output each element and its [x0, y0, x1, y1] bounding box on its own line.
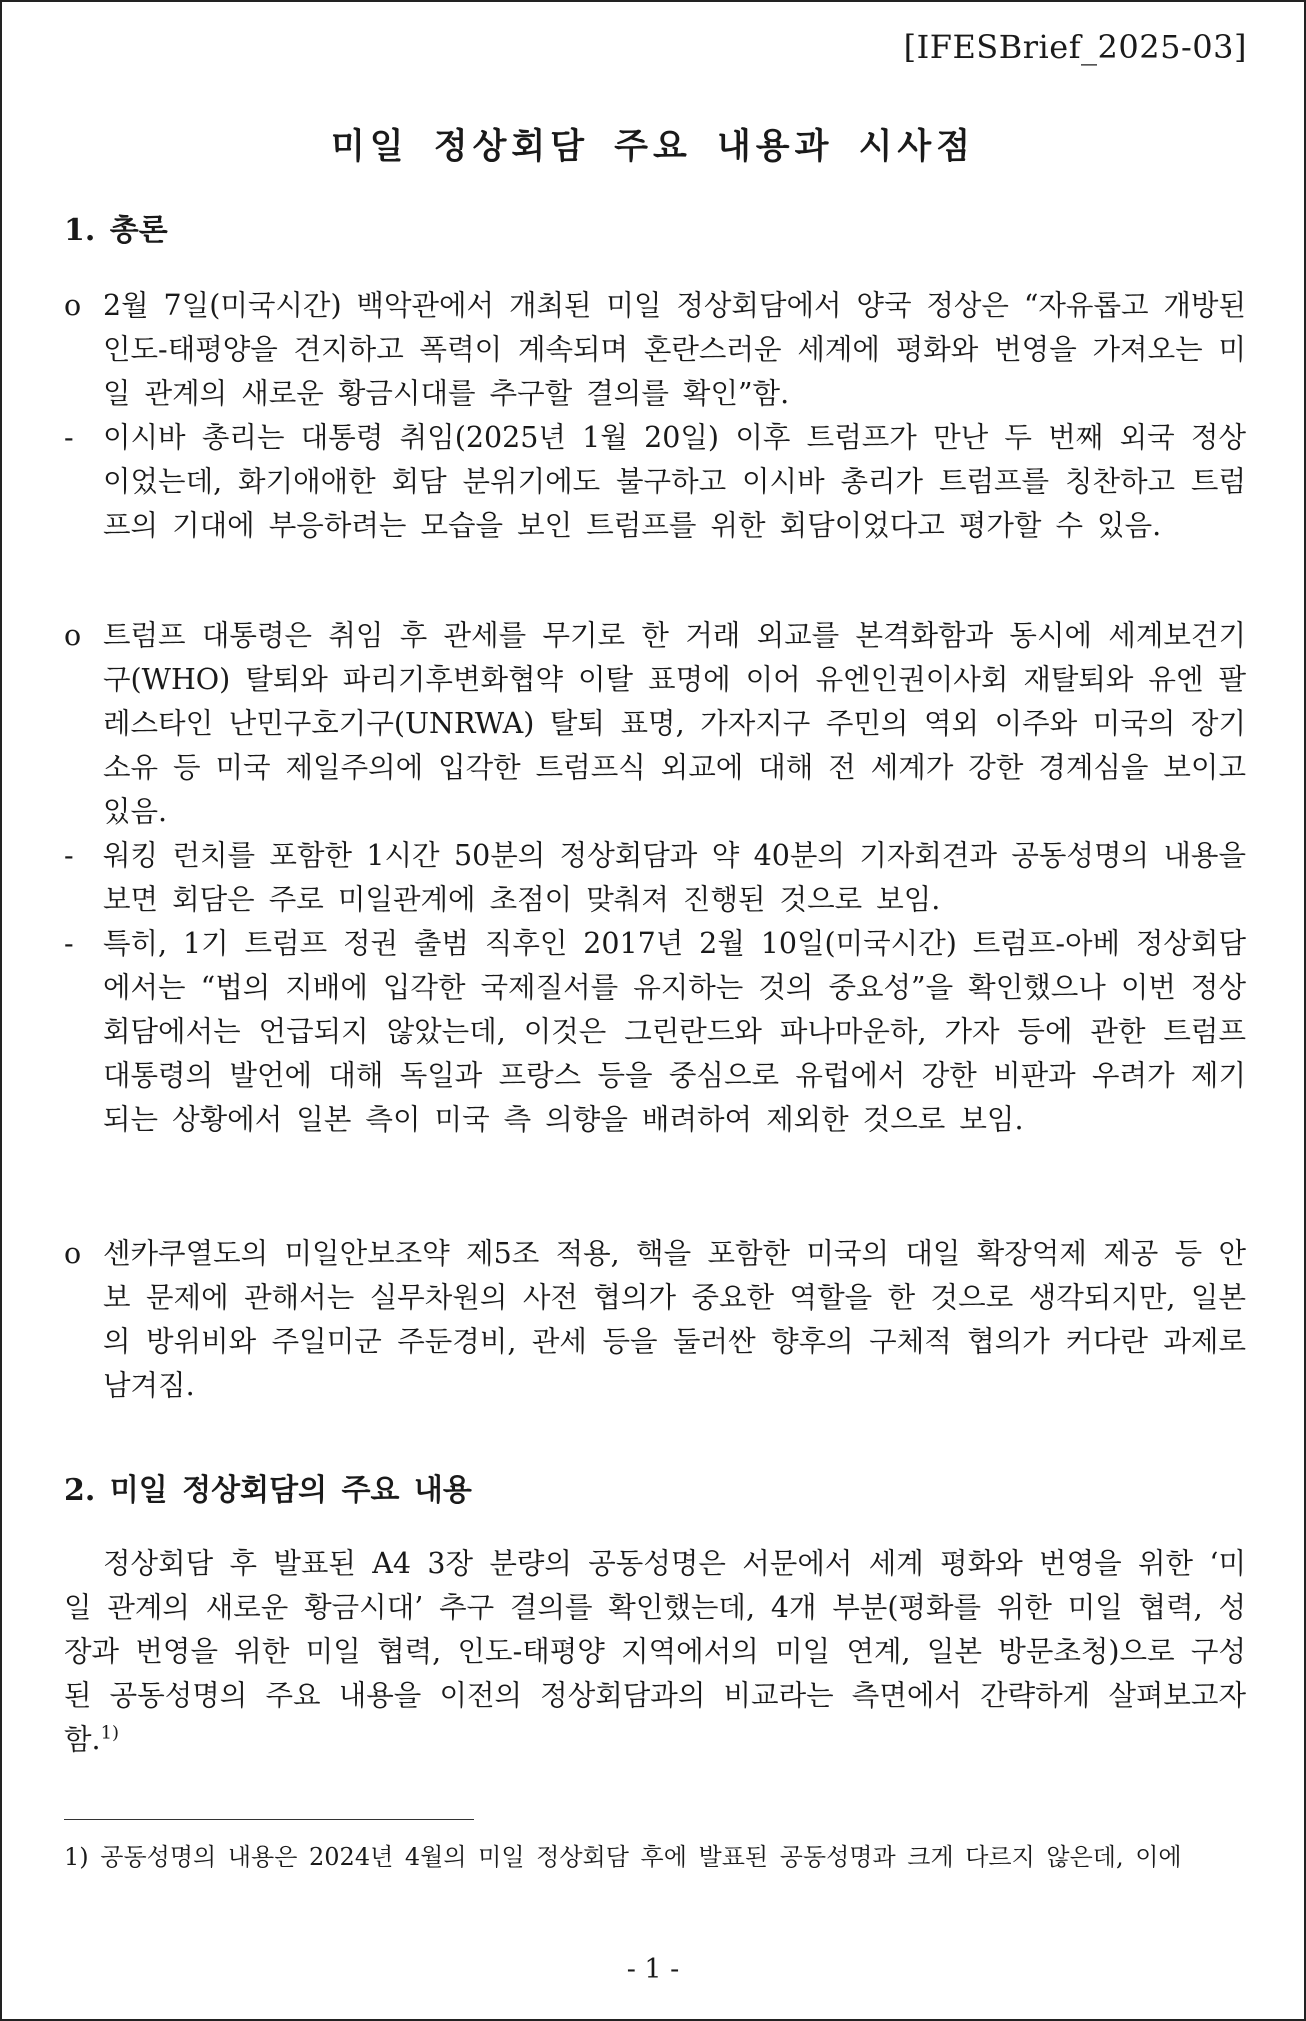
footnote-reference[interactable]: 1) [100, 1722, 120, 1744]
bullet-marker: o [64, 1237, 82, 1270]
body-paragraph [64, 1542, 1246, 1762]
dash-marker: - [64, 839, 74, 872]
footnote-text: 공동성명의 내용은 2024년 4월의 미일 정상회담 후에 발표된 공동성명과 크게 다르지 않은데, 이에 [100, 1843, 1182, 1871]
section-1-group-1 [64, 284, 1246, 548]
dash-marker: - [64, 927, 74, 960]
dash-item [64, 834, 1246, 922]
bullet-item [64, 1232, 1246, 1408]
footnote [64, 1840, 1246, 1874]
bullet-text: 2월 7일(미국시간) 백악관에서 개최된 미일 정상회담에서 양국 정상은 “자유롭고 개방된 인도-태평양을 견지하고 폭력이 계속되며 혼란스러운 세계에 평화와 번영을 가져오는 미일 관계의 새로운 황금시대를 추구할 결의를 확인”함. [103, 289, 1246, 410]
dash-text: 특히, 1기 트럼프 정권 출범 직후인 2017년 2월 10일(미국시간) 트럼프-아베 정상회담에서는 “법의 지배에 입각한 국제질서를 유지하는 것의 중요성”을 확인했으나 이번 정상회담에서는 언급되지 않았는데, 이것은 그린란드와 파나마운하, 가자 등에 관한 트럼프 대통령의 발언에 대해 독일과 프랑스 등을 중심으로 유럽에서 강한 비판과 우려가 제기되는 상황에서 일본 측이 미국 측 의향을 배려하여 제외한 것으로 보임. [103, 927, 1246, 1136]
section-1-group-2 [64, 614, 1246, 1142]
section-1-heading: 1. 총론 [64, 213, 168, 248]
paragraph-text: 정상회담 후 발표된 A4 3장 분량의 공동성명은 서문에서 세계 평화와 번영을 위한 ‘미일 관계의 새로운 황금시대’ 추구 결의를 확인했는데, 4개 부분(평화를 위한 미일 협력, 성장과 번영을 위한 미일 협력, 인도-태평양 지역에서의 미일 연계, 일본 방문초청)으로 구성된 공동성명의 주요 내용을 이전의 정상회담과의 비교라는 측면에서 간략하게 살펴보고자 함. [64, 1547, 1246, 1756]
footnote-divider [64, 1819, 474, 1820]
bullet-text: 센카쿠열도의 미일안보조약 제5조 적용, 핵을 포함한 미국의 대일 확장억제 제공 등 안보 문제에 관해서는 실무차원의 사전 협의가 중요한 역할을 한 것으로 생각되지만, 일본의 방위비와 주일미군 주둔경비, 관세 등을 둘러싼 향후의 구체적 협의가 커다란 과제로 남겨짐. [103, 1237, 1246, 1402]
document-id: [IFESBrief_2025-03] [903, 28, 1247, 66]
bullet-item [64, 614, 1246, 834]
page-number: - 1 - [626, 1954, 680, 1985]
dash-text: 워킹 런치를 포함한 1시간 50분의 정상회담과 약 40분의 기자회견과 공동성명의 내용을 보면 회담은 주로 미일관계에 초점이 맞춰져 진행된 것으로 보임. [103, 839, 1246, 916]
dash-text: 이시바 총리는 대통령 취임(2025년 1월 20일) 이후 트럼프가 만난 두 번째 외국 정상이었는데, 화기애애한 회담 분위기에도 불구하고 이시바 총리가 트럼프를 칭찬하고 트럼프의 기대에 부응하려는 모습을 보인 트럼프를 위한 회담이었다고 평가할 수 있음. [103, 421, 1246, 542]
section-1-group-3 [64, 1232, 1246, 1408]
section-2-body [64, 1542, 1246, 1762]
footnote-marker: 1) [64, 1843, 89, 1871]
bullet-marker: o [64, 619, 82, 652]
dash-item [64, 416, 1246, 548]
section-2-heading: 2. 미일 정상회담의 주요 내용 [64, 1473, 472, 1508]
page-title: 미일 정상회담 주요 내용과 시사점 [330, 126, 976, 167]
dash-item [64, 922, 1246, 1142]
bullet-text: 트럼프 대통령은 취임 후 관세를 무기로 한 거래 외교를 본격화함과 동시에 세계보건기구(WHO) 탈퇴와 파리기후변화협약 이탈 표명에 이어 유엔인권이사회 재탈퇴와 유엔 팔레스타인 난민구호기구(UNRWA) 탈퇴 표명, 가자지구 주민의 역외 이주와 미국의 장기 소유 등 미국 제일주의에 입각한 트럼프식 외교에 대해 전 세계가 강한 경계심을 보이고 있음. [103, 619, 1246, 828]
dash-marker: - [64, 421, 74, 454]
bullet-item [64, 284, 1246, 416]
bullet-marker: o [64, 289, 82, 322]
